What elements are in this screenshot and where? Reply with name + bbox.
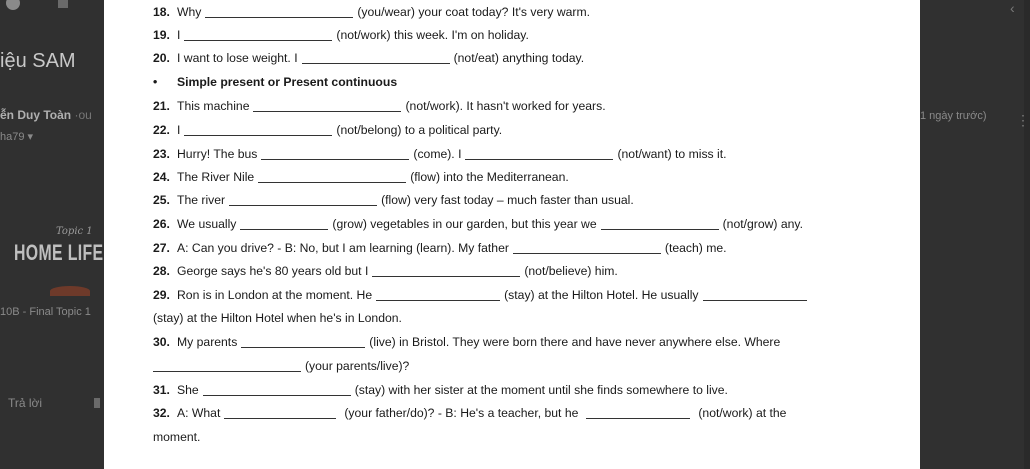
answer-blank[interactable] xyxy=(184,28,332,41)
question-23: 23. Hurry! The bus (come). I (not/want) to miss it. xyxy=(153,147,727,161)
answer-blank[interactable] xyxy=(205,5,353,18)
question-19: 19. I (not/work) this week. I'm on holiday. xyxy=(153,28,529,42)
answer-blank[interactable] xyxy=(261,147,409,160)
answer-blank[interactable] xyxy=(465,147,613,160)
square-icon xyxy=(58,0,68,8)
answer-blank[interactable] xyxy=(258,170,406,183)
question-29-continued: (stay) at the Hilton Hotel when he's in London. xyxy=(153,311,402,325)
bg-menu-icon: ⋮ xyxy=(1016,112,1030,128)
question-20: 20. I want to lose weight. I (not/eat) anything today. xyxy=(153,51,585,65)
answer-blank[interactable] xyxy=(224,406,336,419)
answer-blank[interactable] xyxy=(586,406,690,419)
answer-blank[interactable] xyxy=(240,217,328,230)
answer-blank[interactable] xyxy=(241,335,365,348)
bg-topic: Topic 1 xyxy=(56,226,93,237)
answer-blank[interactable] xyxy=(376,288,500,301)
question-27: 27. A: Can you drive? - B: No, but I am learning (learn). My father (teach) me. xyxy=(153,241,727,255)
question-28: 28. George says he's 80 years old but I (not/believe) him. xyxy=(153,264,618,278)
question-30-continued: (your parents/live)? xyxy=(153,356,409,376)
bg-small-icon xyxy=(94,398,100,408)
answer-blank[interactable] xyxy=(601,217,719,230)
bg-decoration xyxy=(50,286,90,296)
answer-blank[interactable] xyxy=(513,241,661,254)
question-22: 22. I (not/belong) to a political party. xyxy=(153,123,503,137)
question-25: 25. The river (flow) very fast today – much faster than usual. xyxy=(153,193,634,207)
question-21: 21. This machine (not/work). It hasn't worked for years. xyxy=(153,99,606,113)
answer-blank[interactable] xyxy=(153,359,301,372)
question-24: 24. The River Nile (flow) into the Mediterranean. xyxy=(153,170,569,184)
bg-home-life: HOME LIFE xyxy=(14,240,104,265)
answer-blank[interactable] xyxy=(229,193,377,206)
bg-author: ễn Duy Toàn ·ou xyxy=(0,108,92,122)
answer-blank[interactable] xyxy=(703,288,807,301)
question-31: 31. She (stay) with her sister at the moment until she finds somewhere to live. xyxy=(153,383,728,397)
answer-blank[interactable] xyxy=(372,264,520,277)
bg-title: iệu SAM xyxy=(0,50,76,72)
answer-blank[interactable] xyxy=(184,123,332,136)
info-icon xyxy=(6,0,20,10)
bg-final-topic: 10B - Final Topic 1 xyxy=(0,306,91,318)
question-26: 26. We usually (grow) vegetables in our garden, but this year we (not/grow) any. xyxy=(153,217,803,231)
question-18: 18. Why (you/wear) your coat today? It's very warm. xyxy=(153,5,590,19)
question-32: 32. A: What (your father/do)? - B: He's a teacher, but he (not/work) at the xyxy=(153,406,787,420)
answer-blank[interactable] xyxy=(203,383,351,396)
bg-user: ha79 ▾ xyxy=(0,131,34,143)
answer-blank[interactable] xyxy=(253,99,401,112)
bg-timestamp: 1 ngày trước) xyxy=(920,110,987,122)
question-32-continued: moment. xyxy=(153,430,201,444)
answer-button[interactable]: Trả lời xyxy=(8,396,43,410)
section-heading: • Simple present or Present continuous xyxy=(153,75,398,89)
question-29: 29. Ron is in London at the moment. He (stay) at the Hilton Hotel. He usually xyxy=(153,285,811,305)
question-30: 30. My parents (live) in Bristol. They were born there and have never anywhere else. Where xyxy=(153,335,781,349)
bg-chevron-icon: ‹ xyxy=(1010,0,1015,16)
answer-blank[interactable] xyxy=(302,51,450,64)
